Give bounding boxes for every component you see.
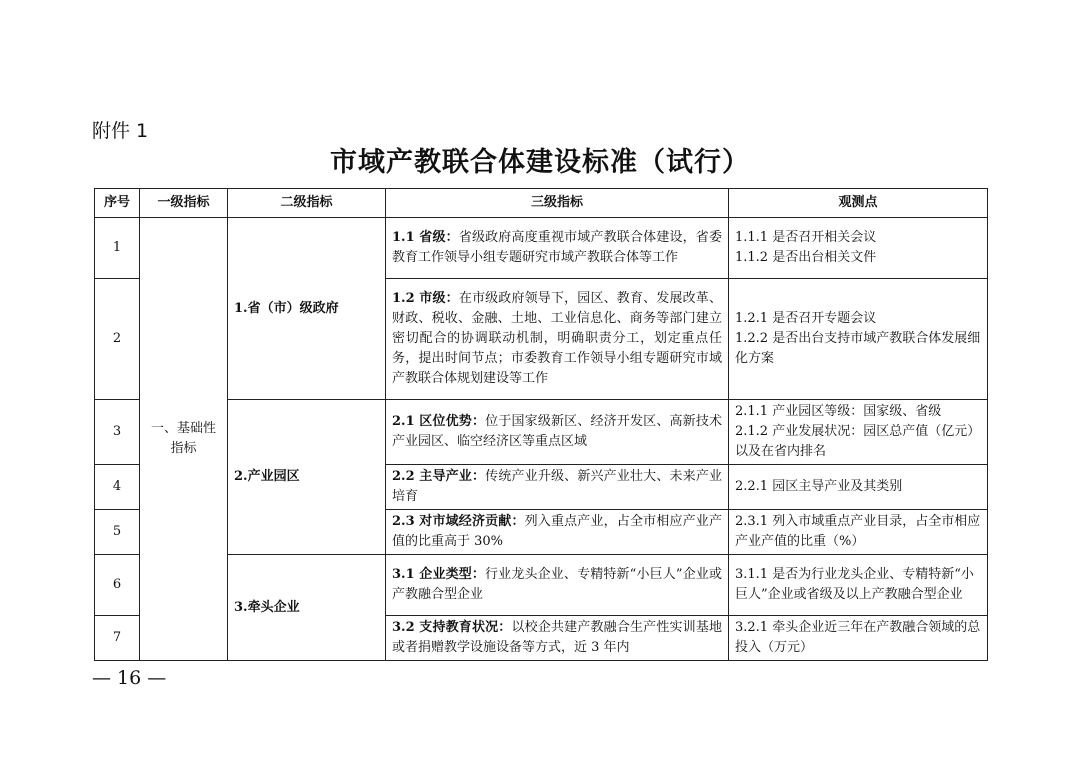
level3-text: 传统产业升级、新兴产业壮大、未来产业培育 (392, 469, 722, 504)
attachment-label: 附件 1 (92, 120, 149, 142)
level3-heading: 3.2 支持教育状况： (392, 620, 512, 635)
table-row (95, 400, 988, 465)
observation-point: 1.2.2 是否出台支持市域产教联合体发展细化方案 (735, 331, 981, 366)
observation-cell (729, 616, 988, 661)
level3-indicator (386, 510, 729, 555)
table-row (95, 218, 988, 279)
level3-text: 位于国家级新区、经济开发区、高新技术产业园区、临空经济区等重点区域 (392, 414, 722, 449)
observation-cell (729, 279, 988, 400)
observation-point: 3.2.1 牵头企业近三年在产教融合领域的总投入（万元） (735, 620, 981, 655)
observation-point: 2.3.1 列入市域重点产业目录，占全市相应产业产值的比重（%） (735, 514, 981, 549)
level3-text: 省级政府高度重视市域产教联合体建设，省委教育工作领导小组专题研究市域产教联合体等工作 (392, 230, 722, 265)
observation-point: 1.2.1 是否召开专题会议 (735, 311, 877, 326)
row-number: 2 (95, 279, 140, 400)
level3-heading: 2.1 区位优势： (392, 414, 486, 429)
level2-indicator: 3.牵头企业 (228, 555, 386, 661)
standards-table (94, 188, 988, 661)
level1-line: 指标 (170, 441, 197, 456)
level2-indicator: 2.产业园区 (228, 400, 386, 555)
level3-heading: 2.3 对市域经济贡献： (392, 514, 525, 529)
level3-heading: 1.1 省级： (392, 230, 459, 245)
row-number: 7 (95, 616, 140, 661)
level1-line: 一、基础性 (150, 421, 216, 436)
column-header-level2: 二级指标 (228, 189, 386, 218)
level2-indicator: 1.省（市）级政府 (228, 218, 386, 400)
document-title: 市域产教联合体建设标准（试行） (330, 147, 750, 178)
observation-cell (729, 510, 988, 555)
column-header-level1: 一级指标 (140, 189, 228, 218)
page-number: — 16 — (92, 667, 167, 689)
level3-text: 以校企共建产教融合生产性实训基地或者捐赠教学设施设备等方式，近 3 年内 (392, 620, 722, 655)
level3-indicator (386, 279, 729, 400)
observation-point: 1.1.2 是否出台相关文件 (735, 250, 877, 265)
table-header-row (95, 189, 988, 218)
observation-point: 2.2.1 园区主导产业及其类别 (735, 479, 903, 494)
level3-indicator (386, 400, 729, 465)
level3-indicator (386, 616, 729, 661)
level3-indicator (386, 218, 729, 279)
level1-indicator (140, 218, 228, 661)
level3-text: 在市级政府领导下，园区、教育、发展改革、财政、税收、金融、土地、工业信息化、商务等部门建立密切配合的协调联动机制，明确职责分工，划定重点任务，提出时间节点；市委教育工作领导小组专题研究市域产教联合体规划建设等工作 (392, 291, 722, 386)
level3-heading: 3.1 企业类型： (392, 567, 486, 582)
observation-point: 2.1.1 产业园区等级：国家级、省级 (735, 404, 942, 419)
observation-cell (729, 555, 988, 616)
column-header-no: 序号 (95, 189, 140, 218)
column-header-observation: 观测点 (729, 189, 988, 218)
observation-cell (729, 465, 988, 510)
row-number: 1 (95, 218, 140, 279)
observation-cell (729, 218, 988, 279)
level3-indicator (386, 465, 729, 510)
level3-text: 列入重点产业，占全市相应产业产值的比重高于 30% (392, 514, 722, 549)
column-header-level3: 三级指标 (386, 189, 729, 218)
level3-indicator (386, 555, 729, 616)
observation-point: 1.1.1 是否召开相关会议 (735, 230, 877, 245)
observation-point: 3.1.1 是否为行业龙头企业、专精特新“小巨人”企业或省级及以上产教融合型企业 (735, 567, 974, 602)
row-number: 6 (95, 555, 140, 616)
row-number: 5 (95, 510, 140, 555)
observation-cell (729, 400, 988, 465)
table-row (95, 555, 988, 616)
row-number: 3 (95, 400, 140, 465)
level3-text: 行业龙头企业、专精特新“小巨人”企业或产教融合型企业 (392, 567, 722, 602)
observation-point: 2.1.2 产业发展状况：园区总产值（亿元）以及在省内排名 (735, 424, 981, 459)
level3-heading: 1.2 市级： (392, 291, 459, 306)
level3-heading: 2.2 主导产业： (392, 469, 486, 484)
row-number: 4 (95, 465, 140, 510)
